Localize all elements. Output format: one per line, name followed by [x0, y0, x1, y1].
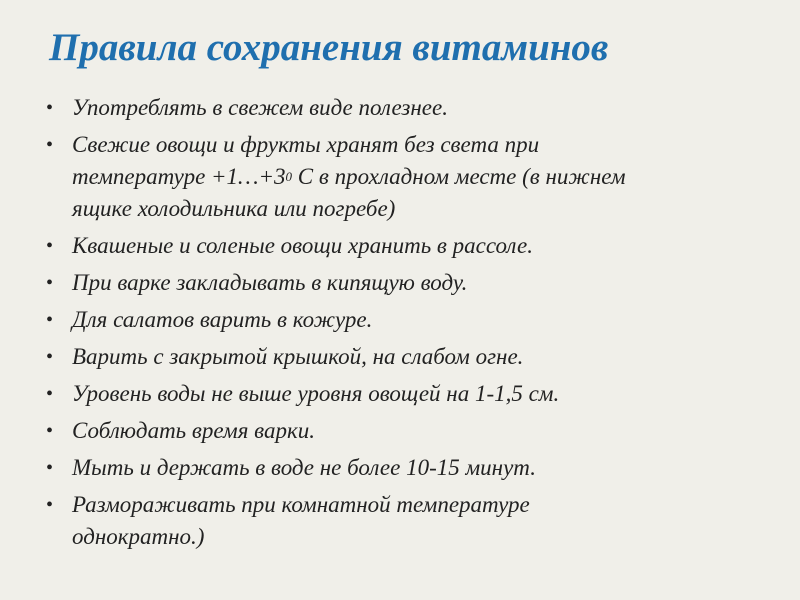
- list-item-text: однократно.): [72, 524, 205, 549]
- list-item-text: Варить с закрытой крышкой, на слабом огне.: [72, 344, 524, 369]
- list-item: [46, 304, 766, 336]
- temperature-rest-text: С в прохладном месте (в нижнем: [292, 164, 626, 189]
- list-item: [46, 378, 766, 410]
- list-item-text: [72, 161, 766, 193]
- bullet-list: [46, 92, 766, 558]
- list-item: [46, 489, 766, 553]
- bullet-icon: •: [46, 272, 54, 294]
- list-item-text: Уровень воды не выше уровня овощей на 1-1,5 см.: [72, 381, 560, 406]
- list-item-text: Употреблять в свежем виде полезнее.: [72, 95, 448, 120]
- degree-superscript: 0: [285, 169, 293, 184]
- bullet-icon: •: [46, 235, 54, 257]
- bullet-icon: •: [46, 97, 54, 119]
- list-item: [46, 415, 766, 447]
- list-item-text: При варке закладывать в кипящую воду.: [72, 270, 468, 295]
- bullet-icon: •: [46, 134, 54, 156]
- bullet-icon: •: [46, 309, 54, 331]
- list-item-text: Свежие овощи и фрукты хранят без света при: [72, 132, 540, 157]
- list-item: [46, 341, 766, 373]
- bullet-icon: •: [46, 457, 54, 479]
- list-item-text: ящике холодильника или погребе): [72, 196, 396, 221]
- list-item-text: Мыть и держать в воде не более 10-15 минут.: [72, 455, 536, 480]
- list-item-text: Для салатов варить в кожуре.: [72, 307, 373, 332]
- bullet-icon: •: [46, 420, 54, 442]
- list-item-text: Соблюдать время варки.: [72, 418, 315, 443]
- list-item: [46, 267, 766, 299]
- bullet-icon: •: [46, 383, 54, 405]
- list-item: [46, 92, 766, 124]
- bullet-icon: •: [46, 346, 54, 368]
- temperature-text: температуре +1…+3: [72, 164, 286, 189]
- list-item: [46, 129, 766, 225]
- list-item-text: Квашеные и соленые овощи хранить в рассоле.: [72, 233, 533, 258]
- list-item-text: Размораживать при комнатной температуре: [72, 492, 530, 517]
- list-item: [46, 230, 766, 262]
- bullet-icon: •: [46, 494, 54, 516]
- list-item: [46, 452, 766, 484]
- slide-title: Правила сохранения витаминов: [49, 26, 609, 69]
